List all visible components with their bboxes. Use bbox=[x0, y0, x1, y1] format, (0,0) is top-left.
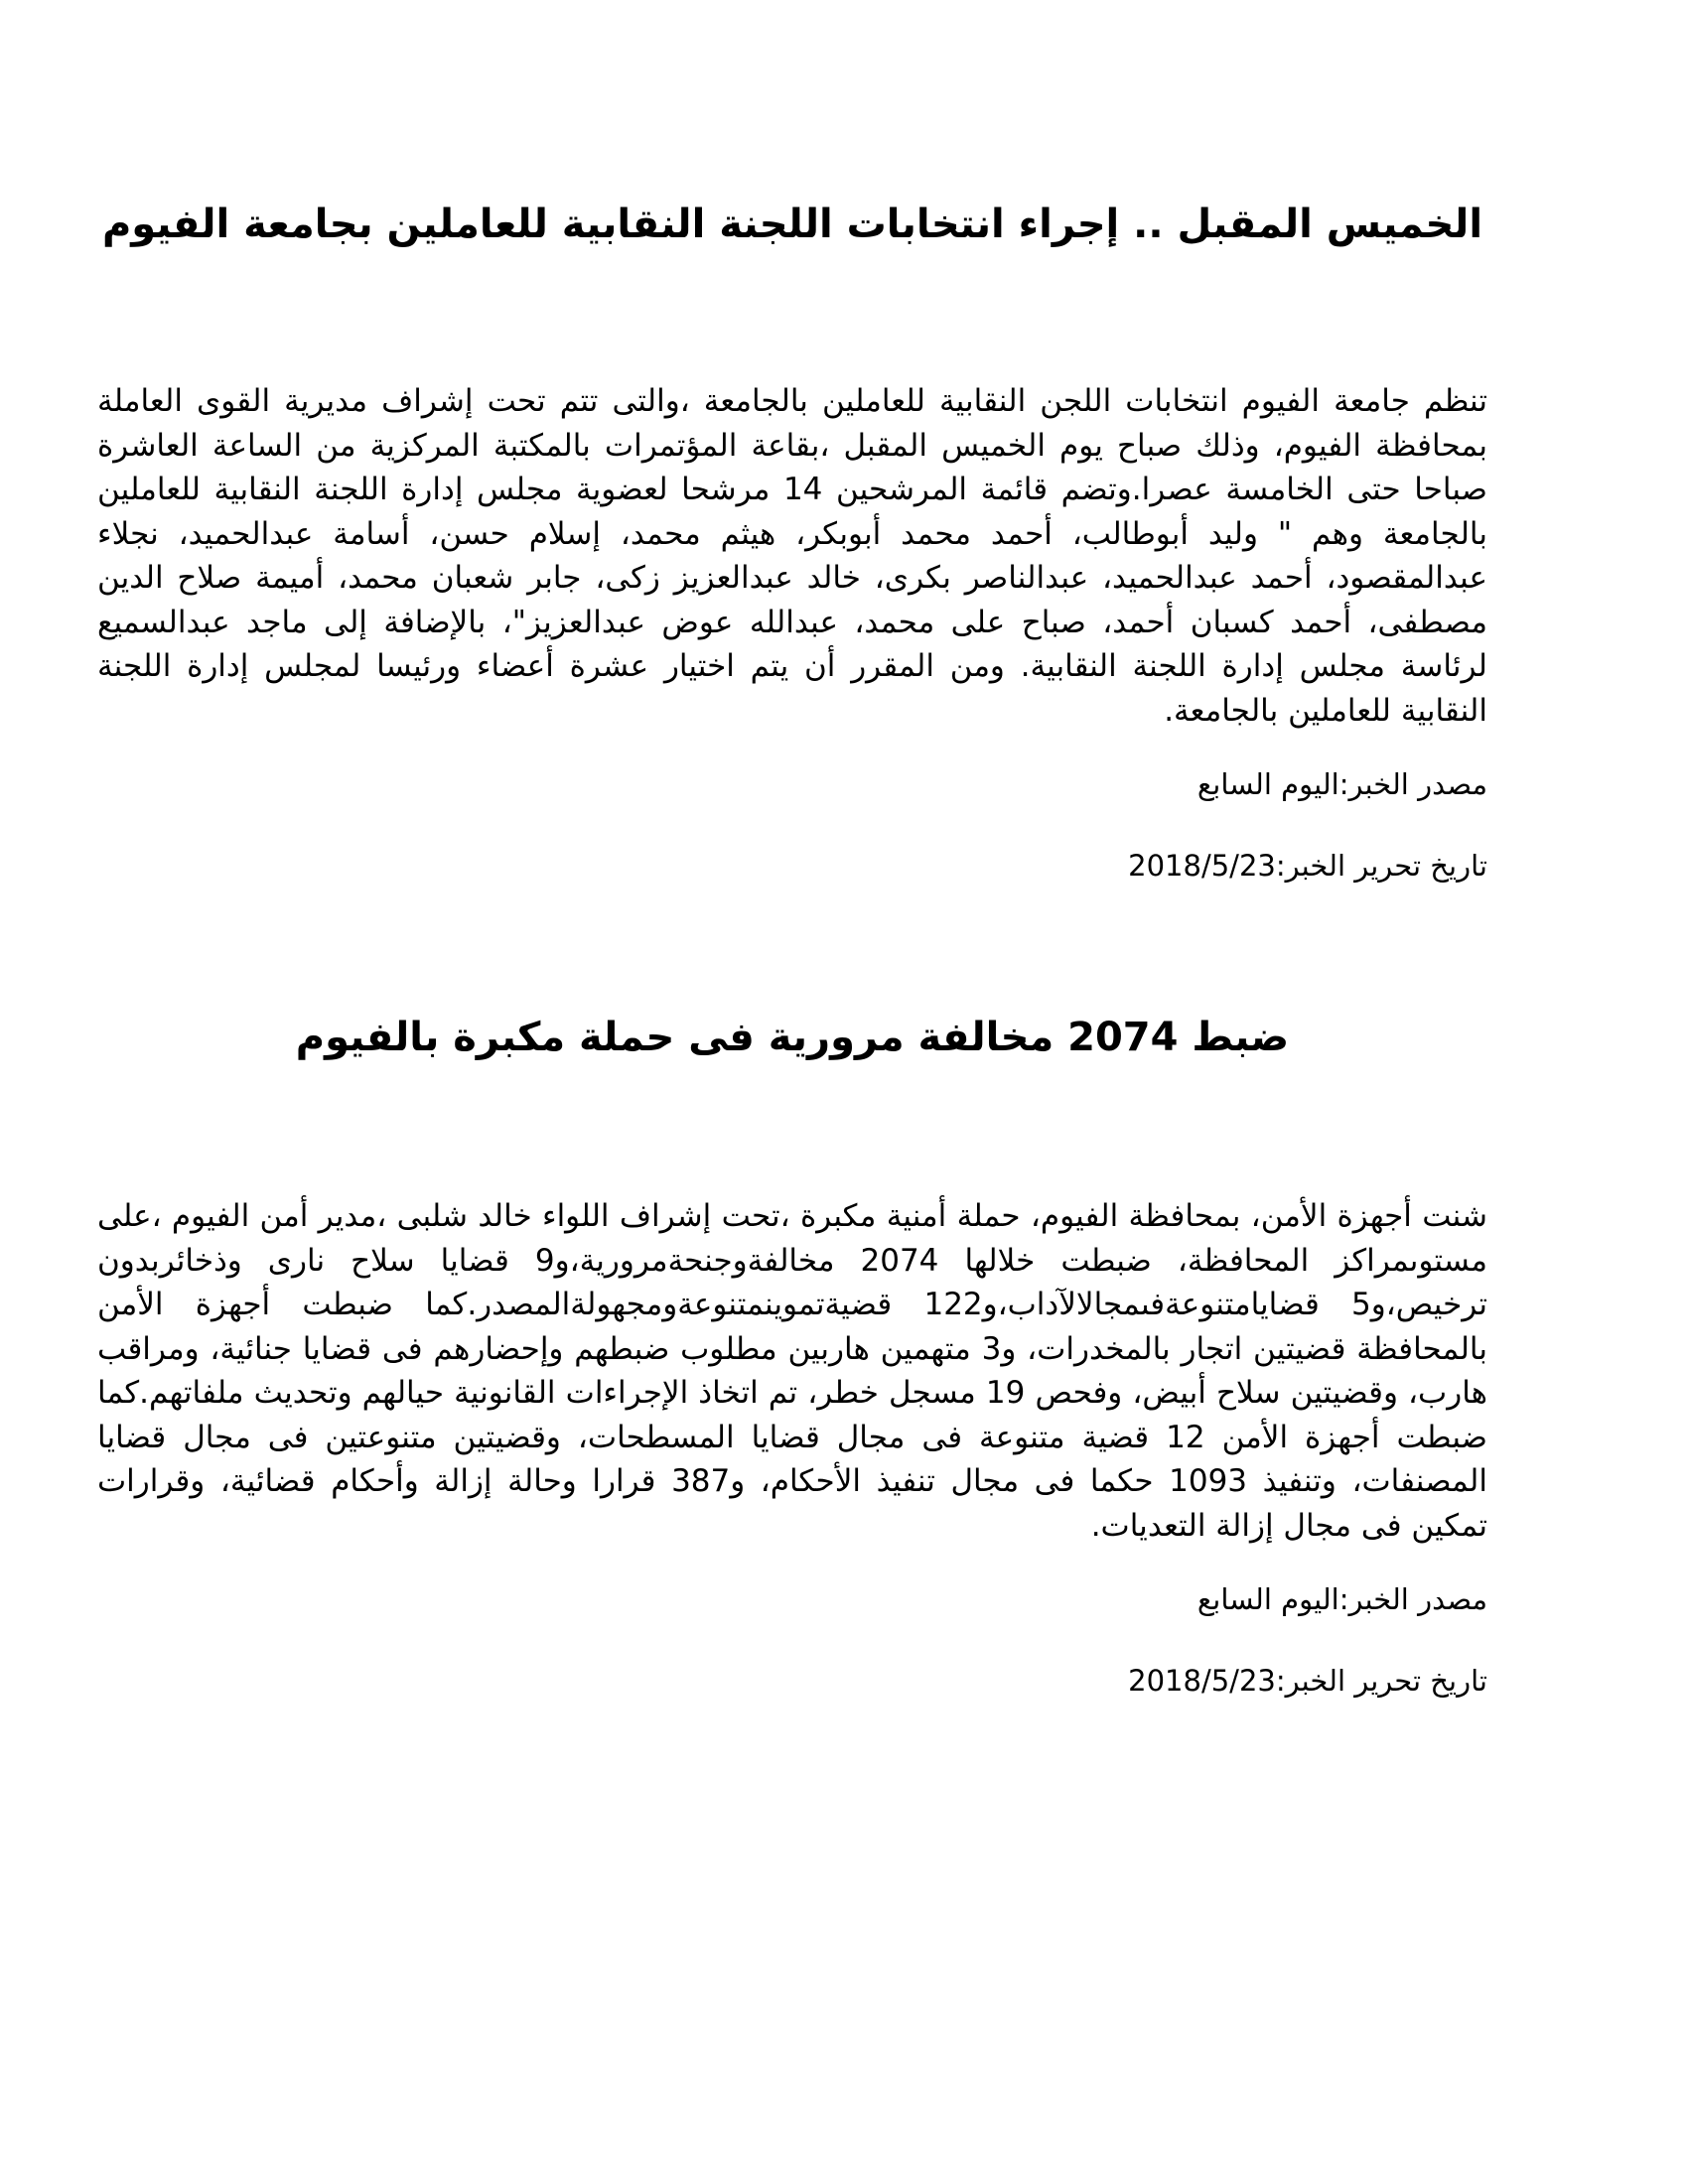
article-headline: الخميس المقبل .. إجراء انتخابات اللجنة النقابية للعاملين بجامعة الفيوم bbox=[101, 202, 1483, 247]
article-body: تنظم جامعة الفيوم انتخابات اللجن النقابية للعاملين بالجامعة ،والتى تتم تحت إشراف مديرية القوى العاملة بمحافظة الفيوم، وذلك صباح يوم الخميس المقبل ،بقاعة المؤتمرات بالمكتبة المركزية من الساعة العاشرة صباحا حتى الخامسة عصرا.وتضم قائمة المرشحين 14 مرشحا لعضوية مجلس إدارة اللجنة النقابية للعاملين بالجامعة وهم " وليد أبوطالب، أحمد محمد أبوبكر، هيثم محمد، إسلام حسن، أسامة عبدالحميد، نجلاء عبدالمقصود، أحمد عبدالحميد، عبدالناصر بكرى، خالد عبدالعزيز زكى، جابر شعبان محمد، أميمة صلاح الدين مصطفى، أحمد كسبان أحمد، صباح على محمد، عبدالله عوض عبدالعزيز"، بالإضافة إلى ماجد عبدالسميع لرئاسة مجلس إدارة اللجنة النقابية. ومن المقرر أن يتم اختيار عشرة أعضاء ورئيسا لمجلس إدارة اللجنة النقابية للعاملين بالجامعة. bbox=[97, 383, 1488, 729]
news-article-traffic-violations bbox=[97, 1008, 1487, 1701]
article-date-line: تاريخ تحرير الخبر:2018/5/23 bbox=[1128, 1664, 1487, 1698]
article-source-line: مصدر الخبر:اليوم السابع bbox=[1196, 767, 1487, 801]
news-article-union-elections bbox=[97, 195, 1487, 886]
article-headline: ضبط 2074 مخالفة مرورية فى حملة مكبرة بالفيوم bbox=[295, 1015, 1290, 1060]
article-body: شنت أجهزة الأمن، بمحافظة الفيوم، حملة أمنية مكبرة ،تحت إشراف اللواء خالد شلبى ،مدير أمن الفيوم ،على مستوىمراكز المحافظة، ضبطت خلالها 2074 مخالفةوجنحةمرورية،و9 قضايا سلاح نارى وذخائربدون ترخيص،و5 قضايامتنوعةفىمجالالآداب،و122 قضيةتموينمتنوعةومجهولةالمصدر.كما ضبطت أجهزة الأمن بالمحافظة قضيتين اتجار بالمخدرات، و3 متهمين هاربين مطلوب ضبطهم وإحضارهم فى قضايا جنائية، ومراقب هارب، وقضيتين سلاح أبيض، وفحص 19 مسجل خطر، تم اتخاذ الإجراءات القانونية حيالهم وتحديث ملفاتهم.كما ضبطت أجهزة الأمن 12 قضية متنوعة فى مجال قضايا المسطحات، وقضيتين متنوعتين فى مجال قضايا المصنفات، وتنفيذ 1093 حكما فى مجال تنفيذ الأحكام، و387 قرارا وحالة إزالة وأحكام قضائية، وقرارات تمكين فى مجال إزالة التعديات. bbox=[97, 1198, 1488, 1544]
article-date-line: تاريخ تحرير الخبر:2018/5/23 bbox=[1128, 849, 1487, 883]
article-source-line: مصدر الخبر:اليوم السابع bbox=[1196, 1582, 1487, 1616]
